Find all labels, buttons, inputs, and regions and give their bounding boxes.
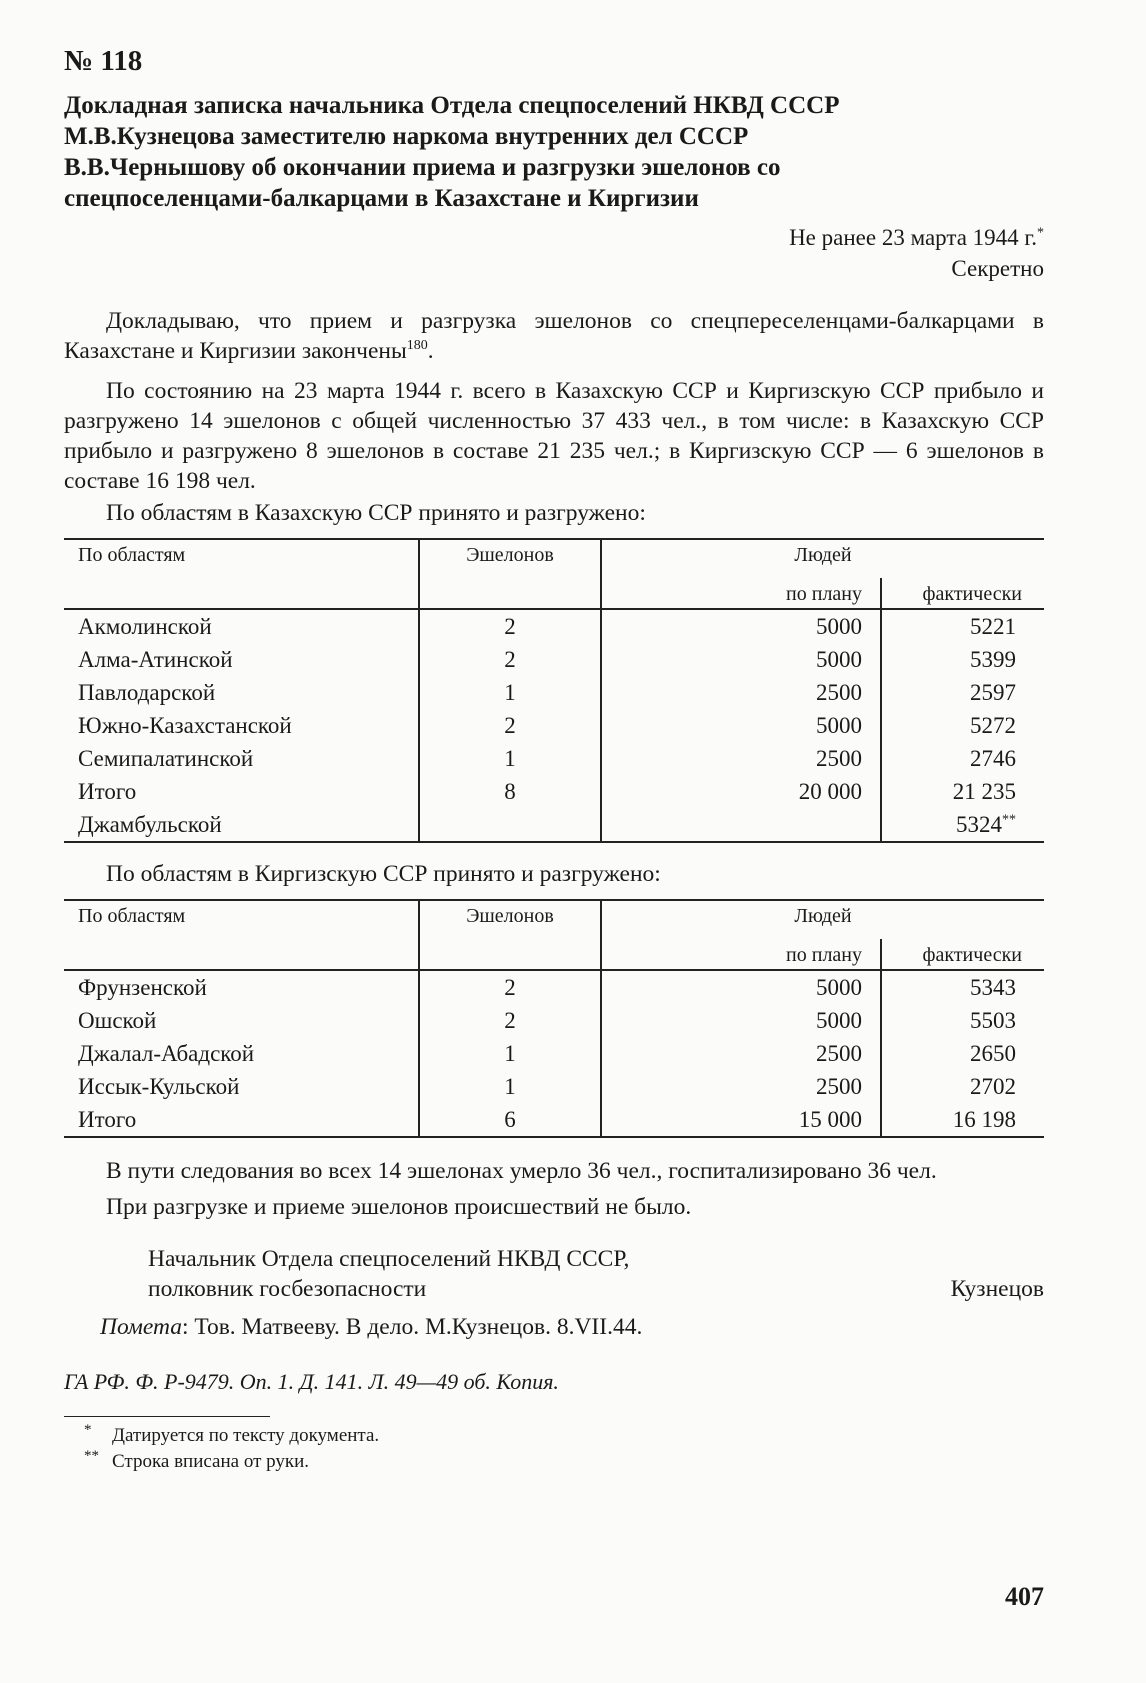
table-row [64, 1004, 1044, 1037]
cell-plan: 2500 [601, 1037, 881, 1070]
table-row [64, 808, 1044, 842]
marginal-note: Помета: Тов. Матвееву. В дело. М.Кузнецов. 8.VII.44. [100, 1314, 643, 1340]
cell-fact: 2746 [970, 745, 1016, 771]
table-row [64, 970, 1044, 1004]
signature-rank: полковник госбезопасности [148, 1276, 427, 1302]
page-number: 407 [1005, 1582, 1044, 1611]
cell-echelons: 2 [419, 970, 601, 1004]
paragraph-kyr-intro: По областям в Киргизскую ССР принято и разгружено: [106, 861, 661, 887]
footnote-1: * Датируется по тексту документа. [84, 1421, 380, 1446]
col-header-region: По областям [64, 539, 419, 578]
cell-echelons: 1 [419, 742, 601, 775]
cell-fact: 5503 [970, 1007, 1016, 1033]
cell-echelons [419, 808, 601, 842]
col-header-people: Людей [794, 905, 852, 927]
cell-plan: 20 000 [601, 775, 881, 808]
table-row [64, 1037, 1044, 1070]
cell-echelons: 8 [419, 775, 601, 808]
cell-echelons: 2 [419, 643, 601, 676]
cell-plan: 2500 [601, 1070, 881, 1103]
signature-name: Кузнецов [950, 1276, 1044, 1302]
cell-fact: 16 198 [952, 1106, 1016, 1132]
col-header-echelons: Эшелонов [419, 539, 601, 578]
cell-region: Итого [64, 775, 419, 808]
table-kazakh-ssr [64, 538, 1044, 843]
footnote-2: ** Строка вписана от руки. [84, 1447, 310, 1472]
table-row [64, 676, 1044, 709]
cell-region: Павлодарской [64, 676, 419, 709]
col-header-plan: по плану [601, 578, 881, 609]
footnote-divider [64, 1416, 270, 1417]
cell-region: Джалал-Абадской [64, 1037, 419, 1070]
cell-region: Иссык-Кульской [64, 1070, 419, 1103]
cell-fact: 5272 [970, 712, 1016, 738]
cell-echelons: 2 [419, 1004, 601, 1037]
cell-fact: 5399 [970, 646, 1016, 672]
col-header-region: По областям [64, 900, 419, 939]
cell-fact: 5221 [970, 613, 1016, 639]
col-header-plan: по плану [601, 939, 881, 970]
cell-region: Южно-Казахстанской [64, 709, 419, 742]
table-row [64, 609, 1044, 643]
cell-plan: 5000 [601, 643, 881, 676]
cell-region: Ошской [64, 1004, 419, 1037]
cell-region: Фрунзенской [64, 970, 419, 1004]
table-kyrgyz-ssr [64, 899, 1044, 1138]
table-row [64, 775, 1044, 808]
signature-block [148, 1244, 1044, 1304]
table-row [64, 1070, 1044, 1103]
cell-plan: 5000 [601, 709, 881, 742]
col-header-people: Людей [794, 544, 852, 566]
archive-reference: ГА РФ. Ф. Р-9479. Оп. 1. Д. 141. Л. 49—49 об. Копия. [64, 1369, 559, 1394]
table-row [64, 1103, 1044, 1137]
document-page [64, 44, 1044, 1475]
document-title: Докладная записка начальника Отдела спецпоселений НКВД СССР М.В.Кузнецова заместителю наркома внутренних дел СССР В.В.Чернышову об окончании приема и разгрузки эшелонов со спецпоселенцами-балкарцами в Казахстане и Киргизии [64, 92, 840, 212]
cell-echelons: 6 [419, 1103, 601, 1137]
cell-fact: 2702 [970, 1073, 1016, 1099]
cell-fact: 5343 [970, 974, 1016, 1000]
cell-echelons: 1 [419, 676, 601, 709]
cell-echelons: 1 [419, 1070, 601, 1103]
table-row [64, 742, 1044, 775]
document-date: Не ранее 23 марта 1944 г.* [789, 225, 1044, 250]
cell-fact: 2597 [970, 679, 1016, 705]
classification-label: Секретно [951, 256, 1044, 281]
col-header-fact: фактически [922, 583, 1022, 605]
cell-region: Итого [64, 1103, 419, 1137]
paragraph-report: Докладываю, что прием и разгрузка эшелонов со спецпереселенцами-балкарцами в Казахстане и Киргизии закончены$^{180}$. [64, 308, 1044, 364]
endnote-ref: 180 [406, 338, 428, 354]
date-footnote-mark: * [1037, 225, 1044, 241]
cell-plan: 15 000 [601, 1103, 881, 1137]
cell-echelons: 1 [419, 1037, 601, 1070]
paragraph-kaz-intro: По областям в Казахскую ССР принято и разгружено: [106, 500, 646, 526]
cell-plan: 5000 [601, 1004, 881, 1037]
table-row [64, 643, 1044, 676]
paragraph-summary: По состоянию на 23 марта 1944 г. всего в Казахскую ССР и Киргизскую ССР прибыло и разгружено 14 эшелонов с общей численностью 37 433 чел., в том числе: в Казахскую ССР прибыло и разгружено 8 эшелонов в составе 21 235 чел.; в Киргизскую ССР — 6 эшелонов в составе 16 198 чел. [64, 378, 1044, 494]
cell-fact: 2650 [970, 1040, 1016, 1066]
cell-fact: 21 235 [952, 778, 1016, 804]
cell-region: Алма-Атинской [64, 643, 419, 676]
cell-plan: 5000 [601, 609, 881, 643]
cell-region: Джамбульской [64, 808, 419, 842]
cell-plan: 2500 [601, 676, 881, 709]
cell-plan: 2500 [601, 742, 881, 775]
cell-echelons: 2 [419, 609, 601, 643]
cell-region: Акмолинской [64, 609, 419, 643]
cell-region: Семипалатинской [64, 742, 419, 775]
cell-echelons: 2 [419, 709, 601, 742]
cell-fact: 5324** [956, 811, 1016, 837]
cell-plan: 5000 [601, 970, 881, 1004]
handwritten-footnote-mark: ** [1002, 811, 1016, 827]
col-header-fact: фактически [922, 944, 1022, 966]
signature-position: Начальник Отдела спецпоселений НКВД СССР, [148, 1246, 630, 1272]
cell-plan [601, 808, 881, 842]
table-row [64, 709, 1044, 742]
document-number: № 118 [64, 45, 143, 77]
paragraph-incidents: При разгрузке и приеме эшелонов происшествий не было. [106, 1194, 692, 1220]
paragraph-deaths: В пути следования во всех 14 эшелонах умерло 36 чел., госпитализировано 36 чел. [106, 1158, 937, 1184]
col-header-echelons: Эшелонов [419, 900, 601, 939]
